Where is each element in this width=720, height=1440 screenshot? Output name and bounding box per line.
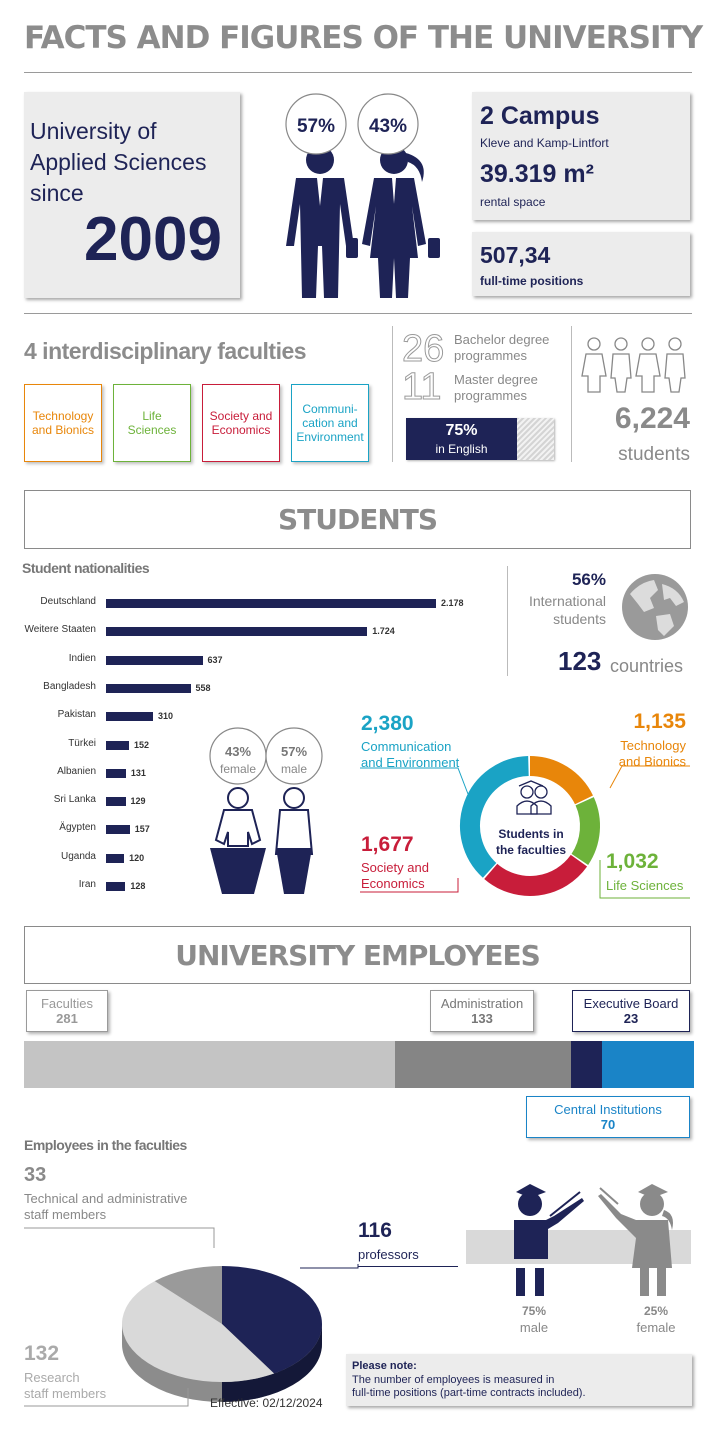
employees-bar-segment xyxy=(602,1041,695,1088)
nationality-value: 128 xyxy=(130,881,146,891)
faculty-technology: Technology and Bionics xyxy=(24,384,102,462)
professors-number: 116 xyxy=(358,1219,392,1242)
positions-card xyxy=(472,232,690,296)
note-text: The number of employees is measured in full-time positions (part-time contracts included). xyxy=(352,1374,586,1399)
bachelor-label: Bachelor degree programmes xyxy=(454,332,550,363)
countries-label: countries xyxy=(610,656,684,676)
employees-title: UNIVERSITY EMPLOYEES xyxy=(175,939,540,972)
in-faculties-title: Employees in the faculties xyxy=(24,1137,187,1153)
english-bar xyxy=(406,418,554,460)
central-callout xyxy=(526,1096,690,1138)
bachelor-number: 26 xyxy=(402,328,445,370)
globe-icon xyxy=(620,572,690,647)
employees-bar-segment xyxy=(24,1041,395,1088)
nationality-bar xyxy=(106,656,203,665)
central-label: Central Institutions xyxy=(554,1102,662,1117)
master-label: Master degree programmes xyxy=(454,372,538,403)
student-male-percent: 57% xyxy=(280,744,308,759)
nationality-label: Ägypten xyxy=(59,822,96,834)
nationality-label: Türkei xyxy=(68,737,96,749)
faculties-callout xyxy=(26,990,108,1032)
faculty-society: Society and Economics xyxy=(202,384,280,462)
divider xyxy=(24,72,692,73)
nationality-value: 1.724 xyxy=(372,626,395,637)
board-callout xyxy=(572,990,690,1032)
nationality-bar xyxy=(106,797,126,806)
board-value: 23 xyxy=(623,1011,639,1026)
nationality-value: 2.178 xyxy=(441,598,464,608)
nationality-bar xyxy=(106,712,153,721)
since-text: University of Applied Sciences since xyxy=(30,118,207,206)
since-card xyxy=(24,92,240,298)
employees-bar-segment xyxy=(395,1041,571,1088)
tech-staff-number: 33 xyxy=(24,1164,47,1186)
employees-bar-segment xyxy=(571,1041,601,1088)
student-female-label: female xyxy=(219,762,257,776)
faculties-heading: 4 interdisciplinary faculties xyxy=(24,338,307,364)
prof-female-label: female xyxy=(636,1320,676,1335)
nationality-label: Bangladesh xyxy=(43,680,96,692)
positions-value: 507,34 xyxy=(480,242,551,268)
faculties-label: Faculties xyxy=(40,996,94,1011)
prof-male-label: male xyxy=(519,1320,549,1335)
employees-title-box xyxy=(24,926,691,984)
nationality-value: 637 xyxy=(207,654,223,665)
campus-card xyxy=(472,92,690,220)
tech-caption: Technology and Bionics xyxy=(618,738,686,769)
nationality-bar xyxy=(106,825,130,834)
student-female-percent: 43% xyxy=(224,744,252,759)
nationality-value: 120 xyxy=(129,852,145,863)
nationality-value: 131 xyxy=(130,767,146,778)
central-value: 70 xyxy=(600,1117,616,1132)
society-caption: Society and Economics xyxy=(361,860,429,891)
page-title: FACTS AND FIGURES OF THE UNIVERSITY xyxy=(24,20,703,56)
nationality-value: 129 xyxy=(130,796,146,807)
comm-caption: Communication and Environment xyxy=(361,739,460,770)
faculty-life-sciences: Life Sciences xyxy=(113,384,191,462)
nationality-bar xyxy=(106,882,125,891)
note-title: Please note: xyxy=(352,1360,417,1372)
male-percent: 57% xyxy=(296,116,336,137)
vertical-divider xyxy=(571,326,572,462)
society-value: 1,677 xyxy=(361,833,414,856)
nationality-label: Uganda xyxy=(60,850,96,862)
students-title: STUDENTS xyxy=(277,503,438,536)
prof-female-percent: 25% xyxy=(643,1304,669,1318)
nationality-label: Weitere Staaten xyxy=(24,624,96,636)
nationalities-title: Student nationalities xyxy=(22,560,150,576)
nationality-label: Sri Lanka xyxy=(53,794,96,806)
student-male-label: male xyxy=(280,762,307,776)
area-label: rental space xyxy=(480,195,546,209)
nationality-value: 310 xyxy=(157,711,173,722)
tech-staff-label: Technical and administrative staff members xyxy=(24,1191,188,1222)
effective-date: Effective: 02/12/2024 xyxy=(210,1396,323,1410)
comm-value: 2,380 xyxy=(361,712,414,735)
countries-number: 123 xyxy=(558,646,602,676)
nationality-label: Deutschland xyxy=(40,596,96,607)
gender-figures xyxy=(262,86,452,300)
board-label: Executive Board xyxy=(583,996,679,1011)
students-number: 6,224 xyxy=(614,402,690,435)
intl-percent: 56% xyxy=(571,570,606,589)
nationality-bar xyxy=(106,741,129,750)
nationality-value: 558 xyxy=(195,682,211,693)
life-caption: Life Sciences xyxy=(606,878,684,893)
nationality-bar xyxy=(106,684,191,693)
admin-callout xyxy=(430,990,534,1032)
area-value: 39.319 m² xyxy=(480,160,594,188)
english-label: in English xyxy=(435,442,488,456)
nationality-label: Iran xyxy=(78,879,96,890)
master-number: 11 xyxy=(402,366,442,408)
research-number: 132 xyxy=(24,1342,60,1365)
campus-title: 2 Campus xyxy=(480,102,600,130)
nationality-bar xyxy=(106,627,367,636)
nationality-label: Albanien xyxy=(57,765,96,777)
donut-center-label: Students in the faculties xyxy=(495,827,567,857)
nationality-label: Indien xyxy=(68,652,96,664)
nationality-value: 157 xyxy=(134,824,150,835)
nationality-label: Pakistan xyxy=(57,709,96,721)
nationality-value: 152 xyxy=(134,739,150,750)
positions-label: full-time positions xyxy=(480,274,584,288)
faculties-value: 281 xyxy=(56,1011,78,1026)
nationality-bar xyxy=(106,854,124,863)
prof-male-percent: 75% xyxy=(521,1304,547,1318)
student-gender-figures xyxy=(204,726,334,907)
intl-label: International students xyxy=(528,593,606,627)
research-label: Research staff members xyxy=(24,1370,107,1401)
female-percent: 43% xyxy=(368,116,408,137)
nationality-bar xyxy=(106,599,436,608)
students-title-box xyxy=(24,490,691,549)
donut-segment xyxy=(580,801,590,859)
professors-label: professors xyxy=(358,1247,419,1262)
students-label: students xyxy=(618,444,690,465)
tech-value: 1,135 xyxy=(633,710,686,733)
admin-label: Administration xyxy=(440,996,524,1011)
students-icons xyxy=(580,336,690,399)
vertical-divider xyxy=(392,326,393,462)
professor-figures xyxy=(490,1180,690,1300)
note-box xyxy=(346,1354,692,1406)
faculty-communication: Communi- cation and Environment xyxy=(291,384,369,462)
life-value: 1,032 xyxy=(606,850,659,873)
employees-bar xyxy=(24,1041,694,1088)
divider xyxy=(24,313,692,314)
nationality-bar xyxy=(106,769,126,778)
admin-value: 133 xyxy=(471,1011,493,1026)
professors-connector xyxy=(358,1266,458,1267)
english-percent: 75% xyxy=(445,422,478,439)
campus-sub: Kleve and Kamp-Lintfort xyxy=(480,136,609,150)
since-year: 2009 xyxy=(84,205,222,274)
